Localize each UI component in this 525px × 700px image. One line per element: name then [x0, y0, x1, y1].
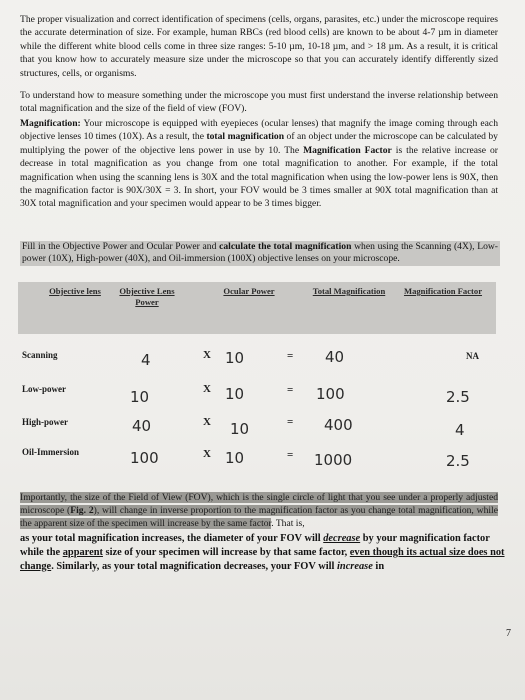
answer-objective-oil-immersion[interactable]: 100 [130, 449, 159, 467]
header-objective-lens: Objective lens [49, 286, 101, 296]
times-sign: X [203, 383, 211, 395]
times-sign: X [203, 349, 211, 361]
fov-conclusion-paragraph: as your total magnification increases, the diameter of your FOV will decrease by your magnification factor while the apparent size of your specimen will increase by that same factor, even though its actual size does not change. Similarly, as your total magnification decreases, your FOV will increase in [20, 533, 505, 572]
answer-factor-oil-immersion[interactable]: 2.5 [446, 452, 470, 470]
row-label-low-power: Low-power [22, 384, 66, 394]
instructions-paragraph: Fill in the Objective Power and Ocular Power and calculate the total magnification when using the Scanning (4X), Low-power (10X), High-power (40X), and Oil-immersion (100X) objective lenses on your microscope. [22, 241, 498, 265]
header-ocular-power: Ocular Power [223, 286, 275, 296]
fov-inverse-paragraph: Importantly, the size of the Field of View (FOV), which is the single circle of light that you see under a properly adjusted microscope (Fig. 2), will change in inverse proportion to the magnification factor as you change total magnification, while the apparent size of the specimen will increase by the same factor. That is, [20, 492, 498, 530]
row-label-scanning: Scanning [22, 350, 58, 360]
answer-total-low-power[interactable]: 100 [316, 385, 345, 403]
magnification-factor-term: Magnification Factor [303, 144, 392, 156]
equals-sign: = [287, 350, 294, 362]
total-magnification-term: total magnification [206, 131, 285, 143]
answer-ocular-low-power[interactable]: 10 [225, 385, 245, 403]
equals-sign: = [287, 384, 294, 396]
page-number: 7 [506, 628, 511, 639]
fov-relationship-paragraph: To understand how to measure something under the microscope you must first understand the inverse relationship between total magnification and the size of the field of view (FOV). [20, 90, 498, 115]
answer-ocular-oil-immersion[interactable]: 10 [225, 449, 245, 467]
answer-factor-low-power[interactable]: 2.5 [446, 388, 470, 406]
times-sign: X [203, 448, 211, 460]
answer-objective-scanning[interactable]: 4 [141, 351, 151, 369]
answer-total-oil-immersion[interactable]: 1000 [314, 451, 353, 469]
header-total-magnification: Total Magnification [312, 286, 386, 296]
header-objective-power: Objective Lens Power [119, 286, 175, 307]
magnification-label: Magnification: [20, 118, 81, 129]
header-magnification-factor: Magnification Factor [403, 286, 483, 296]
row-label-oil-immersion: Oil-Immersion [22, 447, 79, 457]
answer-objective-low-power[interactable]: 10 [130, 388, 150, 406]
answer-total-scanning[interactable]: 40 [325, 348, 345, 366]
answer-factor-high-power[interactable]: 4 [455, 421, 465, 439]
answer-ocular-high-power[interactable]: 10 [230, 420, 250, 438]
magnification-table [18, 282, 496, 472]
equals-sign: = [287, 416, 294, 428]
figure-reference: Fig. 2 [70, 505, 94, 517]
answer-total-high-power[interactable]: 400 [324, 416, 353, 434]
factor-scanning: NA [466, 351, 479, 361]
answer-objective-high-power[interactable]: 40 [132, 417, 152, 435]
magnification-paragraph: Magnification: Your microscope is equipped with eyepieces (ocular lenses) that magnify the image coming through each objective lenses 10 times (10X). As a result, the total magnification of an object under the microscope can be calculated by multiplying the power of the objective lens power in use by 10. The Magnification Factor is the relative increase or decrease in total magnification as you change from one total magnification to another. For example, if the total magnification when using the scanning lens is 30X and the total magnification when using the low-power lens is 90X, then the magnification factor is 90X/30X = 3. In short, your FOV would be 3 times smaller at 90X total magnification than at 30X total magnification and your specimen would appear to be 3 times bigger. [20, 118, 498, 210]
intro-paragraph: The proper visualization and correct identification of specimens (cells, organs, parasites, etc.) under the microscope requires the accurate determination of size. For example, human RBCs (red blood cells) are known to be about 4-7 µm in diameter while the different white blood cells come in three size ranges: 5-10 µm, 10-18 µm, and > 18 µm. As a result, it is critical that you know how to accurately measure size under the microscope so that you can accurately identify differently sized structures, cells, or organisms. [20, 14, 498, 79]
row-label-high-power: High-power [22, 417, 68, 427]
equals-sign: = [287, 449, 294, 461]
times-sign: X [203, 416, 211, 428]
answer-ocular-scanning[interactable]: 10 [225, 349, 245, 367]
